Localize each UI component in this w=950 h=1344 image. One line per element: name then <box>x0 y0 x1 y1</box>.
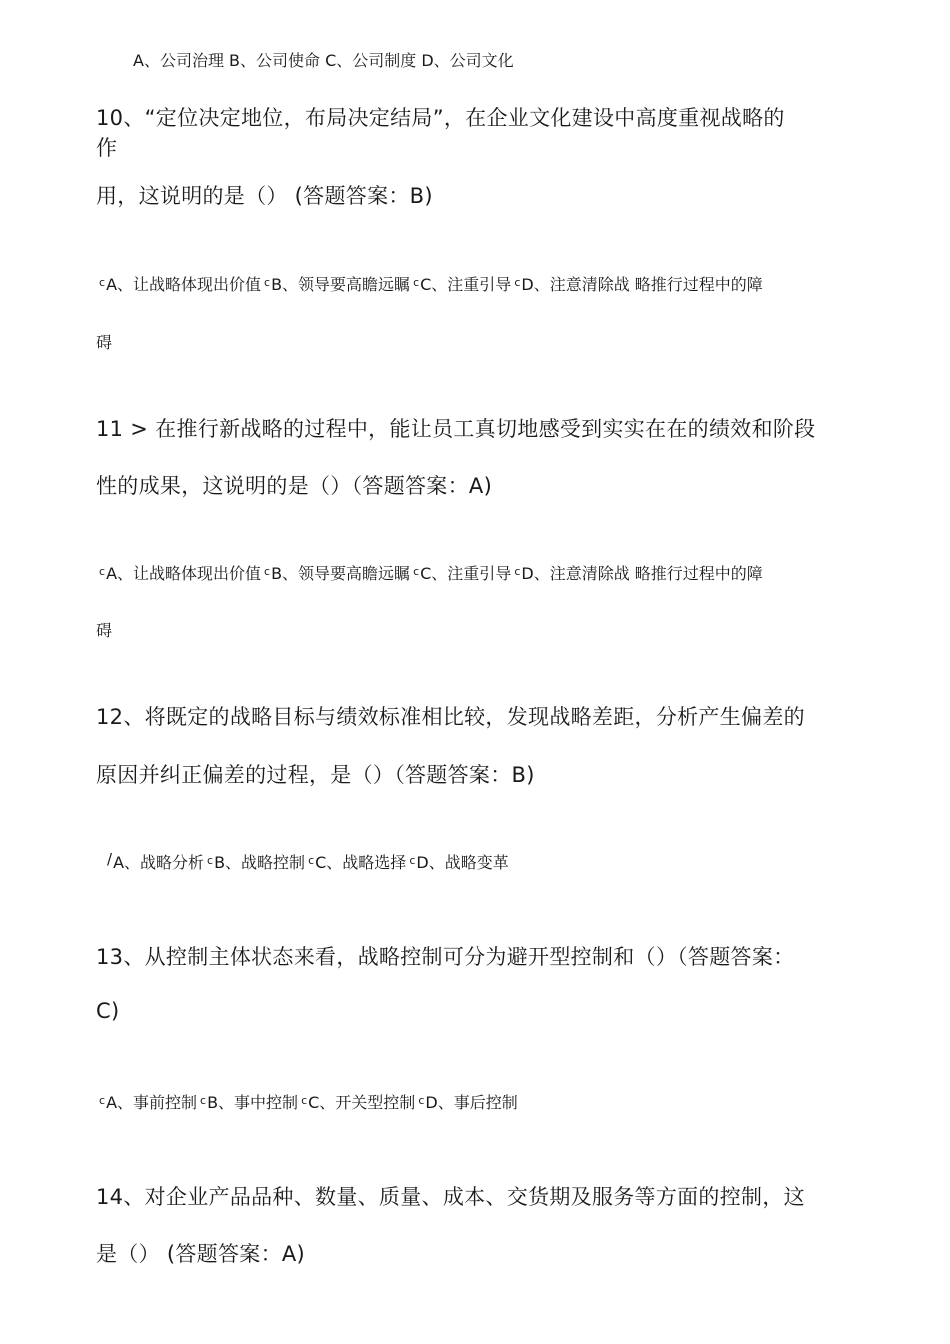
q11-option-d-tail: 碍 <box>96 621 113 640</box>
q13-text-line2: C) <box>96 999 120 1023</box>
radio-icon[interactable]: c <box>99 276 106 289</box>
checked-radio-icon[interactable]: / <box>107 850 113 868</box>
radio-icon[interactable]: c <box>409 854 416 867</box>
q13-options <box>96 1090 518 1113</box>
q10-option-a[interactable]: A、让战略体现出价值 <box>106 275 262 294</box>
radio-icon[interactable]: c <box>308 854 315 867</box>
radio-icon[interactable]: c <box>418 1094 425 1107</box>
q13-option-d[interactable]: D、事后控制 <box>425 1093 518 1112</box>
radio-icon[interactable]: c <box>413 276 420 289</box>
radio-icon[interactable]: c <box>413 565 420 578</box>
radio-icon[interactable]: c <box>301 1094 308 1107</box>
q13-option-b[interactable]: B、事中控制 <box>207 1093 299 1112</box>
q12-option-c[interactable]: C、战略选择 <box>315 853 407 872</box>
q12-option-b[interactable]: B、战略控制 <box>214 853 306 872</box>
q13-option-c[interactable]: C、开关型控制 <box>308 1093 416 1112</box>
q10-text-line2: 作 <box>96 136 118 160</box>
q14-text-line2: 是（） (答题答案：A) <box>96 1242 306 1266</box>
q14-text-line1: 14、对企业产品品种、数量、质量、成本、交货期及服务等方面的控制，这 <box>96 1185 805 1209</box>
q13-option-a[interactable]: A、事前控制 <box>106 1093 198 1112</box>
radio-icon[interactable]: c <box>207 854 214 867</box>
q11-option-b[interactable]: B、领导要高瞻远瞩 <box>271 564 411 583</box>
q12-text-line1: 12、将既定的战略目标与绩效标准相比较，发现战略差距，分析产生偏差的 <box>96 705 805 729</box>
q10-option-d-tail: 碍 <box>96 333 113 352</box>
radio-icon[interactable]: c <box>514 276 521 289</box>
q13-text-line1: 13、从控制主体状态来看，战略控制可分为避开型控制和（）（答题答案： <box>96 945 795 969</box>
q12-options <box>104 850 509 873</box>
radio-icon[interactable]: c <box>99 565 106 578</box>
q11-option-d[interactable]: D、注意清除战 略推行过程中的障 <box>521 564 763 583</box>
radio-icon[interactable]: c <box>264 276 271 289</box>
q11-text-line1: 11 > 在推行新战略的过程中，能让员工真切地感受到实实在在的绩效和阶段 <box>96 417 816 441</box>
q10-text-line1: 10、“定位决定地位，布局决定结局”，在企业文化建设中高度重视战略的 <box>96 106 785 130</box>
q10-option-d[interactable]: D、注意清除战 略推行过程中的障 <box>521 275 763 294</box>
q11-option-a[interactable]: A、让战略体现出价值 <box>106 564 262 583</box>
q12-text-line2: 原因并纠正偏差的过程，是（）（答题答案：B) <box>96 763 535 787</box>
radio-icon[interactable]: c <box>264 565 271 578</box>
q12-option-a[interactable]: A、战略分析 <box>113 853 205 872</box>
q11-text-line2: 性的成果，这说明的是（）（答题答案：A) <box>96 474 493 498</box>
radio-icon[interactable]: c <box>99 1094 106 1107</box>
q12-option-d[interactable]: D、战略变革 <box>416 853 509 872</box>
q10-option-c[interactable]: C、注重引导 <box>420 275 512 294</box>
q10-option-b[interactable]: B、领导要高瞻远瞩 <box>271 275 411 294</box>
q11-option-c[interactable]: C、注重引导 <box>420 564 512 583</box>
radio-icon[interactable]: c <box>200 1094 207 1107</box>
q11-options <box>96 561 763 584</box>
q10-options <box>96 272 763 295</box>
radio-icon[interactable]: c <box>514 565 521 578</box>
q10-text-line3: 用，这说明的是（） (答题答案：B) <box>96 184 433 208</box>
q9-options: A、公司治理 B、公司使命 C、公司制度 D、公司文化 <box>133 51 514 70</box>
